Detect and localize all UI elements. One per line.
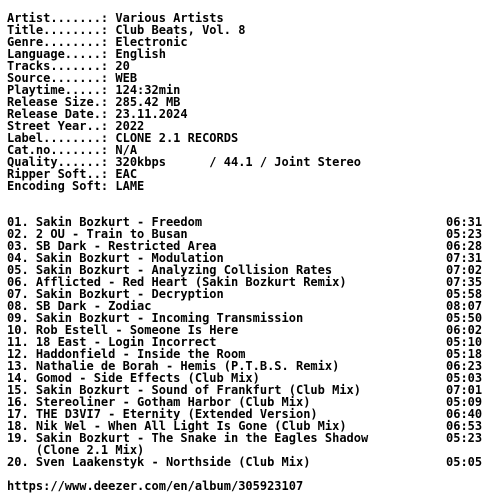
track-duration: 08:07	[446, 299, 483, 313]
header-release-size: Release Size.: 285.42 MB	[7, 95, 181, 109]
track-duration: 06:28	[446, 239, 483, 253]
header-artist: Artist.......: Various Artists	[7, 11, 224, 25]
track-title: 02. 2 OU - Train to Busan	[7, 227, 188, 241]
track-title: 03. SB Dark - Restricted Area	[7, 239, 217, 253]
track-duration: 05:23	[446, 431, 483, 445]
header-genre: Genre........: Electronic	[7, 35, 188, 49]
header-language: Language.....: English	[7, 47, 166, 61]
track-duration: 05:50	[446, 311, 483, 325]
header-playtime: Playtime.....: 124:32min	[7, 83, 181, 97]
track-title: 11. 18 East - Login Incorrect	[7, 335, 217, 349]
track-duration: 06:53	[446, 419, 483, 433]
track-title: 04. Sakin Bozkurt - Modulation	[7, 251, 224, 265]
track-duration: 05:03	[446, 371, 483, 385]
header-street-year: Street Year..: 2022	[7, 119, 145, 133]
track-duration: 05:10	[446, 335, 483, 349]
track-title: 12. Haddonfield - Inside the Room	[7, 347, 246, 361]
track-duration: 05:09	[446, 395, 483, 409]
track-title: 20. Sven Laakenstyk - Northside (Club Mix)	[7, 455, 311, 469]
track-title: 18. Nik Wel - When All Light Is Gone (Club Mix)	[7, 419, 347, 433]
track-duration: 05:23	[446, 227, 483, 241]
header-label: Label........: CLONE 2.1 RECORDS	[7, 131, 239, 145]
track-title: 01. Sakin Bozkurt - Freedom	[7, 215, 203, 229]
track-duration: 05:18	[446, 347, 483, 361]
track-duration: 07:35	[446, 275, 483, 289]
track-title: 19. Sakin Bozkurt - The Snake in the Eagles Shadow	[7, 431, 369, 445]
header-encoding-soft: Encoding Soft: LAME	[7, 179, 145, 193]
track-duration: 06:02	[446, 323, 483, 337]
track-title-continuation: (Clone 2.1 Mix)	[7, 443, 145, 457]
track-duration: 06:40	[446, 407, 483, 421]
album-url[interactable]: https://www.deezer.com/en/album/305923107	[7, 479, 304, 493]
track-duration: 07:31	[446, 251, 483, 265]
track-title: 10. Rob Estell - Someone Is Here	[7, 323, 239, 337]
track-title: 07. Sakin Bozkurt - Decryption	[7, 287, 224, 301]
track-title: 05. Sakin Bozkurt - Analyzing Collision Rates	[7, 263, 333, 277]
track-title: 17. THE D3VI7 - Eternity (Extended Version)	[7, 407, 318, 421]
header-tracks: Tracks.......: 20	[7, 59, 130, 73]
header-ripper-soft: Ripper Soft..: EAC	[7, 167, 138, 181]
track-duration: 05:58	[446, 287, 483, 301]
header-title: Title........: Club Beats, Vol. 8	[7, 23, 246, 37]
track-title: 16. Stereoliner - Gotham Harbor (Club Mix)	[7, 395, 311, 409]
track-duration: 07:01	[446, 383, 483, 397]
track-title: 14. Gomod - Side Effects (Club Mix)	[7, 371, 260, 385]
track-title: 13. Nathalie de Borah - Hemis (P.T.B.S. Remix)	[7, 359, 340, 373]
track-duration: 06:31	[446, 215, 483, 229]
track-title: 15. Sakin Bozkurt - Sound of Frankfurt (Club Mix)	[7, 383, 362, 397]
track-duration: 05:05	[446, 455, 483, 469]
track-duration: 06:23	[446, 359, 483, 373]
track-duration: 07:02	[446, 263, 483, 277]
track-title: 08. SB Dark - Zodiac	[7, 299, 152, 313]
header-quality: Quality......: 320kbps / 44.1 / Joint Stereo	[7, 155, 362, 169]
header-release-date: Release Date.: 23.11.2024	[7, 107, 188, 121]
header-source: Source.......: WEB	[7, 71, 138, 85]
track-title: 09. Sakin Bozkurt - Incoming Transmission	[7, 311, 304, 325]
track-title: 06. Afflicted - Red Heart (Sakin Bozkurt Remix)	[7, 275, 347, 289]
header-catno: Cat.no.......: N/A	[7, 143, 138, 157]
